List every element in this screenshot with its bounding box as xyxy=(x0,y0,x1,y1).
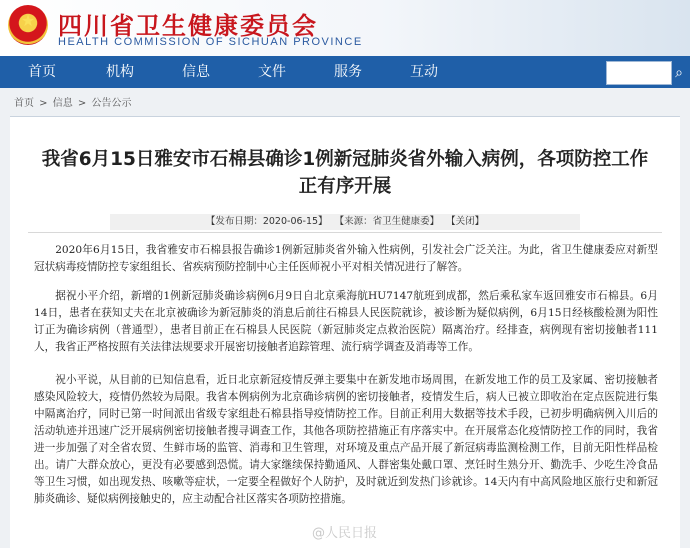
national-emblem-icon: ★ xyxy=(8,5,48,45)
nav-interaction[interactable]: 互动 xyxy=(410,64,438,80)
article-paragraph: 祝小平说，从目前的已知信息看，近日北京新冠疫情反弹主要集中在新发地市场周围，在新发地工作的员工及家属、密切接触者感染风险较大，疫情仍然较为局限。我省本例病例为北京确诊病例的密切接触者，疫情发生后，病人已被立即收治在定点医院进行集中隔离治疗，同时已第一时间派出省级专家组赴石棉县指导疫情防控工作。目前正利用大数据等技术手段，已初步明确病例入川后的活动轨迹并迅速广泛开展病例密切接触者搜寻调查工作，其他各项防控措施正有序落实中。在开展常态化疫情防控工作的同时，我省进一步加强了对全省农贸、生鲜市场的监管、消毒和卫生管理，对环境及重点产品开展了新冠病毒监测检测工作，目前无阳性样品检出。请广大群众放心，更没有必要感到恐慌。请大家继续保持勤通风、人群密集处戴口罩、烹饪时生熟分开、勤洗手、少吃生冷食品等卫生习惯，如出现发热、咳嗽等症状，一定要全程做好个人防护，及时就近到发热门诊就诊。14天内有中高风险地区旅行史和新冠肺炎确诊、疑似病例接触史的，应主动配合社区落实各项防控措施。 xyxy=(34,374,658,505)
breadcrumb-home[interactable]: 首页 xyxy=(14,98,34,109)
site-header xyxy=(0,0,690,56)
nav-home[interactable]: 首页 xyxy=(28,64,56,80)
search-icon[interactable]: ⌕ xyxy=(675,65,683,81)
article-title-line: 正有序开展 xyxy=(298,176,392,197)
breadcrumb-separator: > xyxy=(74,98,90,109)
article-paragraph: 2020年6月15日，我省雅安市石棉县报告确诊1例新冠肺炎省外输入性病例，引发社会广泛关注。为此，省卫生健康委应对新型冠状病毒疫情防控专家组组长、省疾病预防控制中心主任医师祝小平对相关情况进行了解答。 xyxy=(34,244,658,273)
nav-services[interactable]: 服务 xyxy=(334,64,362,80)
article-meta xyxy=(110,214,580,230)
article-title-line: 我省6月15日雅安市石棉县确诊1例新冠肺炎省外输入病例，各项防控工作 xyxy=(41,149,649,170)
divider xyxy=(10,116,680,117)
nav-documents[interactable]: 文件 xyxy=(258,64,286,80)
publish-date: 【发布日期：2020-06-15】 xyxy=(205,216,328,227)
divider xyxy=(28,232,662,233)
watermark: @人民日报 xyxy=(312,526,378,541)
site-title[interactable]: 四川省卫生健康委员会 xyxy=(58,12,318,40)
article-paragraph: 据祝小平介绍，新增的1例新冠肺炎确诊病例6月9日自北京乘海航HU7147航班到成都，然后乘私家车返回雅安市石棉县。6月14日，患者在获知丈夫在北京被确诊为新冠肺炎的消息后前往石棉县人民医院就诊，被诊断为疑似病例，6月15日经核酸检测为阳性订正为确诊病例（普通型），患者目前正在石棉县人民医院（新冠肺炎定点救治医院）隔离治疗。经排查，病例现有密切接触者111人，我省正严格按照有关法律法规要求开展密切接触者追踪管理、流行病学调查及消毒等工作。 xyxy=(34,290,658,353)
breadcrumb xyxy=(14,94,134,109)
close-link[interactable]: 【关闭】 xyxy=(446,216,485,227)
article-title xyxy=(28,146,662,200)
main-nav xyxy=(0,56,690,88)
breadcrumb-separator: > xyxy=(36,98,51,109)
breadcrumb-current[interactable]: 公告公示 xyxy=(91,98,132,109)
article-source: 【来源：省卫生健康委】 xyxy=(334,216,440,227)
nav-information[interactable]: 信息 xyxy=(182,64,210,80)
breadcrumb-section[interactable]: 信息 xyxy=(52,98,73,109)
search-input[interactable] xyxy=(606,61,672,85)
site-title-english: HEALTH COMMISSION OF SICHUAN PROVINCE xyxy=(58,36,363,48)
nav-institutions[interactable]: 机构 xyxy=(106,64,134,80)
